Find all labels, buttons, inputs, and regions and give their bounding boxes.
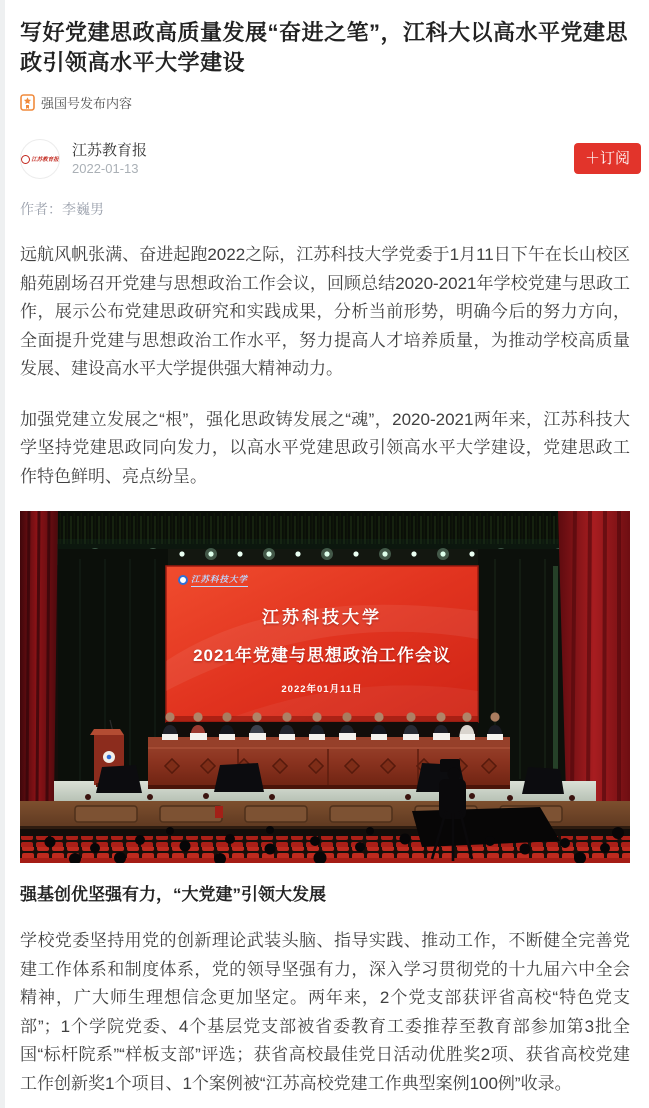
section-subheading: 强基创优坚强有力，“大党建”引领大发展 bbox=[20, 885, 326, 904]
publisher-avatar[interactable] bbox=[20, 139, 60, 179]
paragraph-3: 学校党委坚持用党的创新理论武装头脑、指导实践、推动工作，不断健全完善党建工作体系和制度体系，党的领导坚强有力，深入学习贯彻党的十九届六中全会精神，广大师生理想信念更加坚定。两年来，2个党支部获评省高校“特色党支部”；1个学院党委、4个基层党支部被省委教育工委推荐至教育部参加第3批全国“标杆院系”“样板支部”评选；获省高校最佳党日活动优胜奖2项、获省高校党建工作创新奖1个项目、1个案例被“江苏高校党建工作典型案例100例”收录。 bbox=[20, 931, 630, 1093]
badge-label: 强国号发布内容 bbox=[41, 96, 133, 111]
subscribe-button[interactable]: ＋订阅 bbox=[574, 143, 641, 174]
screen-title-line2: 2021年党建与思想政治工作会议 bbox=[193, 646, 451, 665]
publisher-meta bbox=[72, 141, 147, 177]
article-title: 写好党建思政高质量发展“奋进之笔”，江科大以高水平党建思政引领高水平大学建设 bbox=[20, 20, 629, 75]
conference-photo[interactable] bbox=[20, 511, 630, 863]
article-content bbox=[20, 0, 630, 1108]
page-left-gutter bbox=[0, 0, 5, 1108]
publisher-row bbox=[20, 139, 630, 179]
avatar-text: 江苏教育报 bbox=[31, 157, 59, 163]
medal-badge-icon bbox=[20, 94, 35, 111]
paragraph-1: 远航风帆张满、奋进起跑2022之际，江苏科技大学党委于1月11日下午在长山校区船苑剧场召开党建与思想政治工作会议，回顾总结2020-2021年学校党建与思政工作，展示公布党建思政研究和实践成果，分析当前形势，明确今后的努力方向，全面提升党建与思想政治工作水平，努力提高人才培养质量，为推动学校高质量发展、建设高水平大学提供强大精神动力。 bbox=[20, 245, 630, 378]
university-logo-text: 江苏科技大学 bbox=[191, 573, 248, 587]
publish-date: 2022-01-13 bbox=[72, 161, 139, 176]
conference-photo-scene bbox=[20, 511, 630, 863]
screen-title-line1: 江苏科技大学 bbox=[262, 608, 382, 627]
author-line: 作者：李巍男 bbox=[20, 201, 104, 217]
paragraph-2: 加强党建立发展之“根”，强化思政铸发展之“魂”，2020-2021两年来，江苏科技大学坚持党建思政同向发力，以高水平党建思政引领高水平大学建设，党建思政工作特色鲜明、亮点纷呈。 bbox=[20, 409, 630, 486]
screen-date-line: 2022年01月11日 bbox=[281, 684, 363, 695]
publisher-name[interactable]: 江苏教育报 bbox=[72, 142, 148, 159]
qiangguo-badge bbox=[20, 93, 630, 112]
publisher-logo-icon bbox=[21, 155, 30, 164]
